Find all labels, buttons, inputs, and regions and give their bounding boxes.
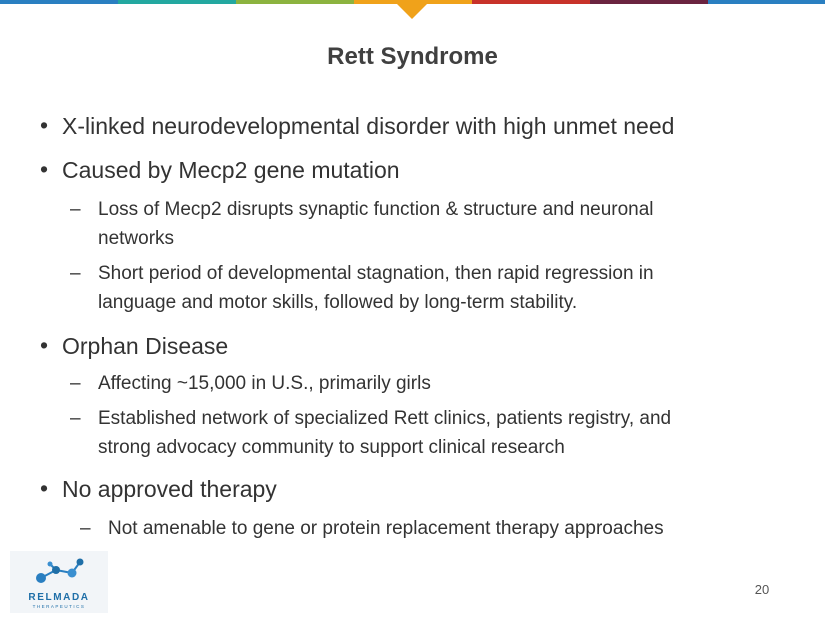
sub-bullet-marker: –: [70, 408, 81, 429]
bullet-text: Caused by Mecp2 gene mutation: [62, 157, 400, 183]
sub-bullet-line: language and motor skills, followed by long-term stability.: [98, 292, 578, 313]
bullet-text: X-linked neurodevelopmental disorder with high unmet need: [62, 113, 675, 139]
sub-bullet-item: [70, 195, 790, 253]
color-bar-segment: [472, 0, 590, 4]
molecule-icon: [10, 551, 108, 593]
page-number: 20: [754, 582, 770, 597]
sub-bullet-marker: –: [70, 263, 81, 284]
logo-name: RELMADA: [28, 592, 90, 603]
sub-bullet-line: Established network of specialized Rett clinics, patients registry, and: [98, 408, 672, 429]
sub-bullet-line: Loss of Mecp2 disrupts synaptic function & structure and neuronal: [98, 199, 654, 220]
color-bar-segment: [0, 0, 118, 4]
relmada-logo: [10, 551, 108, 613]
sub-bullet-item: [70, 259, 790, 317]
bullet-text: Orphan Disease: [62, 333, 229, 359]
bullet-marker: •: [40, 112, 49, 138]
sub-bullet-item: [70, 369, 790, 398]
sub-bullet-marker: –: [70, 199, 81, 220]
bullet-marker: •: [40, 475, 49, 501]
sub-bullet-line: Short period of developmental stagnation, then rapid regression in: [98, 263, 654, 284]
color-bar-segment: [708, 0, 825, 4]
sub-bullet-item: [80, 514, 800, 543]
color-bar-segment: [236, 0, 354, 4]
bullet-marker: •: [40, 332, 49, 358]
sub-bullet-line: networks: [98, 228, 175, 249]
triangle-pointer-icon: [396, 3, 428, 19]
bullet-marker: •: [40, 156, 49, 182]
sub-bullet-marker: –: [70, 373, 81, 394]
sub-bullet-item: [70, 404, 790, 462]
slide-title: Rett Syndrome: [327, 43, 498, 70]
color-bar-segment: [118, 0, 236, 4]
bullet-text: No approved therapy: [62, 476, 277, 502]
logo-tagline: THERAPEUTICS: [32, 604, 86, 609]
color-bar-segment: [590, 0, 708, 4]
sub-bullet-line: Not amenable to gene or protein replacement therapy approaches: [108, 518, 664, 539]
sub-bullet-line: Affecting ~15,000 in U.S., primarily girls: [98, 373, 431, 394]
sub-bullet-line: strong advocacy community to support clinical research: [98, 437, 565, 458]
sub-bullet-marker: –: [80, 518, 91, 539]
